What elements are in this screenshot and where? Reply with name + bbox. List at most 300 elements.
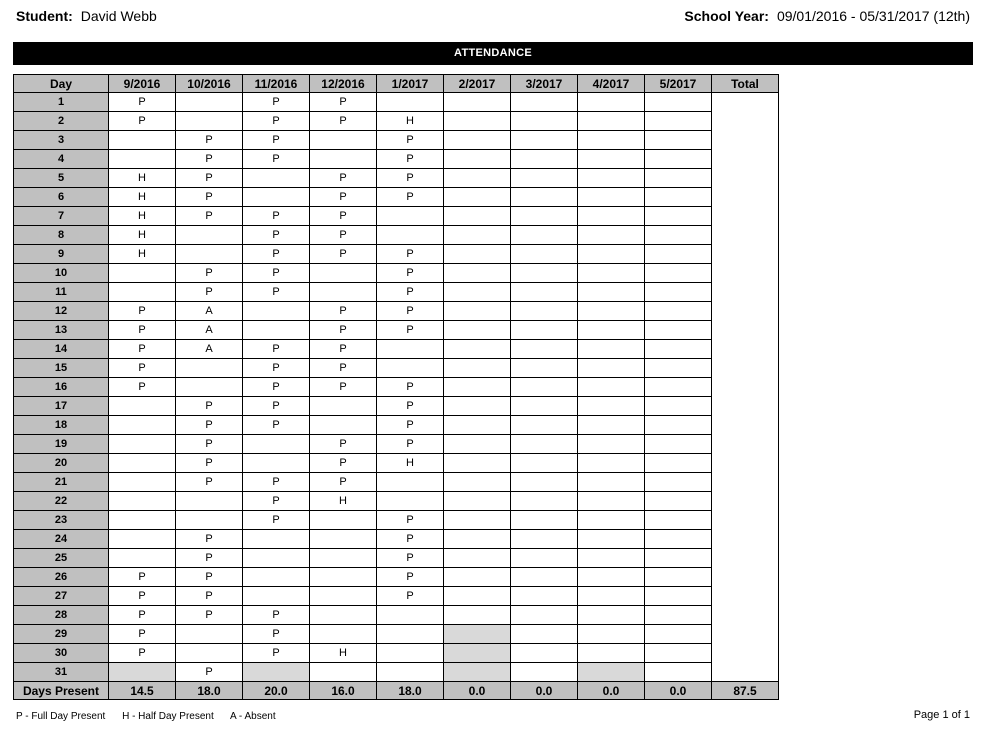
attendance-cell [444,150,511,169]
attendance-cell [109,283,176,302]
attendance-cell [109,530,176,549]
day-cell: 20 [14,454,109,473]
attendance-cell: P [176,131,243,150]
attendance-cell [511,568,578,587]
attendance-cell [578,150,645,169]
attendance-cell [243,188,310,207]
attendance-cell [511,302,578,321]
attendance-cell: A [176,340,243,359]
legend-absent: A - Absent [230,711,276,722]
attendance-cell [645,302,712,321]
attendance-cell: P [243,150,310,169]
attendance-cell [511,606,578,625]
table-row [14,625,779,644]
attendance-cell: P [176,283,243,302]
attendance-cell [444,93,511,112]
attendance-cell [578,302,645,321]
attendance-cell [578,207,645,226]
attendance-cell [511,169,578,188]
table-row [14,568,779,587]
column-header: 3/2017 [511,75,578,93]
attendance-cell [243,435,310,454]
attendance-cell: P [243,245,310,264]
attendance-cell [310,283,377,302]
column-header: 9/2016 [109,75,176,93]
attendance-cell [444,169,511,188]
column-header: 4/2017 [578,75,645,93]
attendance-cell [645,644,712,663]
attendance-cell [645,131,712,150]
unavailable-cell [578,663,645,682]
total-cell: 14.5 [109,682,176,700]
day-cell: 21 [14,473,109,492]
attendance-cell [377,340,444,359]
table-row [14,378,779,397]
table-row [14,549,779,568]
day-cell: 3 [14,131,109,150]
attendance-cell [511,321,578,340]
attendance-cell: P [310,245,377,264]
attendance-cell: P [243,606,310,625]
attendance-cell [377,226,444,245]
attendance-cell [511,340,578,359]
attendance-cell: P [310,226,377,245]
attendance-cell: P [109,587,176,606]
attendance-cell: P [109,112,176,131]
attendance-cell [109,397,176,416]
table-row [14,302,779,321]
attendance-cell [511,435,578,454]
attendance-cell: P [109,625,176,644]
page-number: Page 1 of 1 [913,709,970,721]
day-cell: 23 [14,511,109,530]
attendance-cell [511,492,578,511]
day-cell: 24 [14,530,109,549]
totals-row [14,682,779,700]
totals-label: Days Present [14,682,109,700]
day-cell: 19 [14,435,109,454]
attendance-cell [310,264,377,283]
attendance-cell [377,207,444,226]
day-cell: 8 [14,226,109,245]
attendance-cell [511,359,578,378]
attendance-cell: P [377,378,444,397]
table-row [14,93,779,112]
attendance-cell: P [109,93,176,112]
attendance-cell [511,150,578,169]
school-year-value: 09/01/2016 - 05/31/2017 (12th) [776,8,970,24]
attendance-cell [645,625,712,644]
attendance-cell [444,530,511,549]
attendance-cell [645,492,712,511]
attendance-cell [243,549,310,568]
attendance-cell [444,131,511,150]
table-row [14,530,779,549]
attendance-cell: P [377,283,444,302]
attendance-cell: P [377,568,444,587]
attendance-cell [645,150,712,169]
day-cell: 28 [14,606,109,625]
legend [16,711,290,722]
attendance-cell [578,340,645,359]
attendance-cell [511,378,578,397]
column-header: Day [14,75,109,93]
attendance-cell [377,663,444,682]
table-row [14,169,779,188]
attendance-cell [645,188,712,207]
attendance-cell [645,473,712,492]
attendance-cell [578,454,645,473]
attendance-cell: P [243,378,310,397]
attendance-cell: P [377,188,444,207]
attendance-cell [444,264,511,283]
attendance-cell [176,378,243,397]
day-cell: 22 [14,492,109,511]
attendance-cell [511,112,578,131]
attendance-cell: H [310,492,377,511]
attendance-cell [176,93,243,112]
attendance-cell [511,131,578,150]
attendance-cell [310,131,377,150]
attendance-cell: P [109,644,176,663]
attendance-cell [243,169,310,188]
unavailable-cell [444,625,511,644]
school-year-label: School Year: [684,8,769,24]
attendance-cell [645,321,712,340]
table-row [14,606,779,625]
attendance-cell [645,359,712,378]
attendance-cell: P [109,568,176,587]
attendance-cell [645,663,712,682]
day-cell: 26 [14,568,109,587]
attendance-cell: P [109,606,176,625]
attendance-cell [310,587,377,606]
attendance-cell [377,473,444,492]
attendance-cell: P [377,302,444,321]
attendance-cell: P [377,397,444,416]
table-row [14,112,779,131]
attendance-cell [578,473,645,492]
table-row [14,359,779,378]
attendance-cell: P [310,454,377,473]
attendance-cell: P [310,321,377,340]
attendance-cell: P [310,188,377,207]
attendance-cell: P [243,416,310,435]
attendance-cell: P [109,378,176,397]
attendance-cell: H [109,207,176,226]
attendance-cell: H [109,169,176,188]
attendance-cell [578,435,645,454]
attendance-cell [176,112,243,131]
attendance-cell: P [377,169,444,188]
attendance-cell: H [310,644,377,663]
attendance-cell [645,416,712,435]
day-cell: 18 [14,416,109,435]
total-cell: 0.0 [578,682,645,700]
attendance-cell: P [310,435,377,454]
attendance-cell: P [310,112,377,131]
attendance-cell [444,568,511,587]
attendance-cell [511,207,578,226]
attendance-cell [310,549,377,568]
attendance-cell [645,112,712,131]
day-cell: 11 [14,283,109,302]
column-header: 2/2017 [444,75,511,93]
day-cell: 5 [14,169,109,188]
attendance-cell: P [176,207,243,226]
column-header: 1/2017 [377,75,444,93]
table-row [14,264,779,283]
table-row [14,492,779,511]
attendance-cell [176,511,243,530]
table-row [14,663,779,682]
attendance-cell [645,169,712,188]
total-cell: 18.0 [377,682,444,700]
attendance-cell [578,587,645,606]
table-header-row [14,75,779,93]
attendance-cell [109,549,176,568]
attendance-cell: P [176,397,243,416]
attendance-cell [444,359,511,378]
attendance-cell [645,245,712,264]
column-header: 10/2016 [176,75,243,93]
attendance-cell [578,283,645,302]
day-cell: 29 [14,625,109,644]
attendance-cell [444,321,511,340]
table-row [14,473,779,492]
attendance-cell [176,245,243,264]
day-cell: 13 [14,321,109,340]
student-label: Student: [16,8,73,24]
attendance-cell: P [377,416,444,435]
attendance-cell: P [243,340,310,359]
attendance-cell [310,568,377,587]
attendance-cell [645,530,712,549]
student-header [16,8,157,24]
attendance-cell: P [243,131,310,150]
table-row [14,283,779,302]
column-header: 5/2017 [645,75,712,93]
attendance-cell [578,264,645,283]
attendance-cell [645,378,712,397]
attendance-cell [645,207,712,226]
attendance-cell: P [377,150,444,169]
attendance-cell [645,606,712,625]
attendance-cell: P [109,340,176,359]
attendance-cell: P [377,549,444,568]
total-cell: 0.0 [645,682,712,700]
attendance-cell [109,454,176,473]
attendance-cell: P [176,473,243,492]
attendance-cell [444,473,511,492]
attendance-cell: H [109,245,176,264]
attendance-cell: P [377,321,444,340]
attendance-cell: P [377,245,444,264]
attendance-cell: P [377,511,444,530]
table-row [14,454,779,473]
table-row [14,644,779,663]
attendance-cell [444,397,511,416]
attendance-cell [578,112,645,131]
attendance-cell: A [176,321,243,340]
attendance-cell: P [176,416,243,435]
attendance-cell: P [377,587,444,606]
attendance-cell: P [176,530,243,549]
attendance-cell [511,454,578,473]
table-row [14,188,779,207]
attendance-cell: P [310,359,377,378]
attendance-cell [243,568,310,587]
attendance-cell: H [377,454,444,473]
unavailable-cell [243,663,310,682]
day-cell: 4 [14,150,109,169]
attendance-cell [310,530,377,549]
attendance-cell [310,150,377,169]
attendance-cell: P [243,264,310,283]
attendance-cell [511,416,578,435]
attendance-cell: H [377,112,444,131]
attendance-cell: P [176,587,243,606]
attendance-cell [645,264,712,283]
attendance-cell [578,511,645,530]
attendance-cell [511,264,578,283]
school-year-header [684,8,970,24]
attendance-cell: P [176,150,243,169]
day-cell: 31 [14,663,109,682]
attendance-cell [243,587,310,606]
day-cell: 27 [14,587,109,606]
attendance-cell [444,188,511,207]
attendance-cell [444,207,511,226]
attendance-cell: P [310,473,377,492]
attendance-cell [578,245,645,264]
attendance-cell: P [243,473,310,492]
legend-half-day: H - Half Day Present [122,711,214,722]
attendance-cell [578,606,645,625]
column-header: 11/2016 [243,75,310,93]
attendance-cell: P [176,663,243,682]
attendance-cell: P [377,435,444,454]
attendance-cell [310,625,377,644]
attendance-cell [511,625,578,644]
attendance-cell: P [243,359,310,378]
total-cell: 18.0 [176,682,243,700]
attendance-cell [578,416,645,435]
attendance-cell [176,644,243,663]
attendance-cell [511,283,578,302]
attendance-cell: H [109,226,176,245]
attendance-cell [444,587,511,606]
attendance-cell [176,359,243,378]
attendance-cell [511,549,578,568]
day-cell: 30 [14,644,109,663]
total-cell: 87.5 [712,682,779,700]
legend-full-day: P - Full Day Present [16,711,106,722]
table-row [14,587,779,606]
attendance-cell: P [310,207,377,226]
attendance-cell [444,549,511,568]
attendance-cell [310,511,377,530]
attendance-cell [645,568,712,587]
day-cell: 9 [14,245,109,264]
attendance-cell: P [176,454,243,473]
attendance-cell [176,226,243,245]
attendance-cell [109,511,176,530]
attendance-cell [444,606,511,625]
attendance-cell: P [243,226,310,245]
attendance-cell [511,663,578,682]
table-row [14,131,779,150]
attendance-cell [377,625,444,644]
attendance-cell [377,359,444,378]
day-cell: 15 [14,359,109,378]
column-header: 12/2016 [310,75,377,93]
attendance-cell: P [310,378,377,397]
attendance-cell [377,93,444,112]
table-row [14,340,779,359]
unavailable-cell [109,663,176,682]
attendance-cell [645,587,712,606]
attendance-cell [444,245,511,264]
attendance-cell [511,93,578,112]
attendance-cell: P [243,625,310,644]
attendance-cell [109,131,176,150]
attendance-table [13,74,779,700]
table-row [14,226,779,245]
attendance-cell [511,530,578,549]
attendance-cell [645,226,712,245]
table-row [14,416,779,435]
attendance-banner: ATTENDANCE [13,42,973,65]
attendance-cell [243,530,310,549]
attendance-cell: P [109,359,176,378]
attendance-cell [444,492,511,511]
table-row [14,435,779,454]
attendance-cell [578,625,645,644]
attendance-cell: P [377,264,444,283]
attendance-cell [109,473,176,492]
attendance-cell [377,492,444,511]
attendance-cell: P [377,530,444,549]
attendance-cell [444,302,511,321]
attendance-cell [645,454,712,473]
day-cell: 17 [14,397,109,416]
attendance-cell: P [109,302,176,321]
attendance-cell [511,245,578,264]
attendance-cell [578,131,645,150]
attendance-cell: P [176,264,243,283]
attendance-cell [511,188,578,207]
attendance-cell: P [243,511,310,530]
attendance-cell [645,435,712,454]
attendance-cell [645,93,712,112]
attendance-cell [578,530,645,549]
table-row [14,511,779,530]
attendance-cell [109,150,176,169]
attendance-cell: P [243,207,310,226]
attendance-cell [377,644,444,663]
attendance-cell [645,549,712,568]
column-header: Total [712,75,779,93]
total-cell: 16.0 [310,682,377,700]
attendance-cell [578,492,645,511]
day-cell: 25 [14,549,109,568]
attendance-cell [511,511,578,530]
attendance-cell [511,397,578,416]
table-row [14,150,779,169]
attendance-cell [578,397,645,416]
attendance-cell [243,321,310,340]
